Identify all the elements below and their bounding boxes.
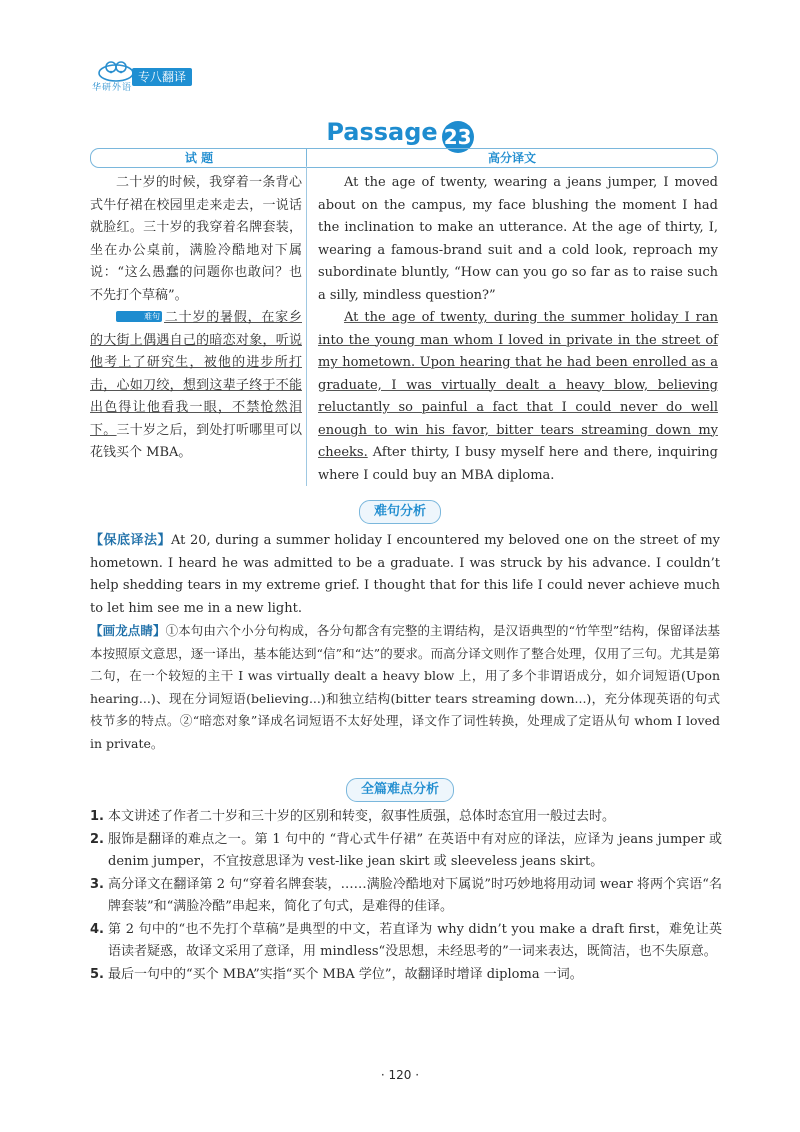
list-item-text: 最后一句中的“买个 MBA”实指“买个 MBA 学位”，故翻译时增译 diploma 一词。 (108, 966, 583, 982)
list-item-number: 2. (90, 831, 104, 847)
key-point-label: 【画龙点睛】 (90, 623, 166, 638)
passage-word: Passage (326, 118, 438, 146)
source-paragraph-2-rest: 三十岁之后，到处打听哪里可以花钱买个 MBA。 (90, 422, 302, 460)
translation-text (318, 172, 718, 487)
full-analysis-section-header (0, 778, 800, 802)
source-column-header: 试 题 (90, 148, 307, 168)
key-point-text: ①本句由六个小分句构成，各分句都含有完整的主谓结构，是汉语典型的“竹竿型”结构，保留译法基本按照原文意思，逐一译出，基本能达到“信”和“达”的要求。而高分译文则作了整合处理，仅用了三句。尤其是第二句，在一个较短的主干 I was virtually dealt a heavy blow 上，用了多个非谓语成分，如介词短语(Upon hearing...)、现在分词短语(believing...)和独立结构(bitter tears streaming down...)，充分体现英语的句式枝节多的特点。②“暗恋对象”译成名词短语不太好处理，译文作了词性转换，处理成了定语从句 whom I loved in private。 (90, 623, 720, 751)
list-item (90, 874, 722, 919)
key-point-note (90, 620, 720, 755)
translation-difficult-sentence: At the age of twenty, during the summer holiday I ran into the young man whom I loved in private in the street of my hometown. Upon hearing that he had been enrolled as a graduate, I was virtually dealt a heavy blow, believing reluctantly so painful a fact that I could never do well enough to win his favor, bitter tears streaming down my cheeks. (318, 310, 718, 460)
safe-translation (90, 530, 720, 620)
source-difficult-sentence: 二十岁的暑假，在家乡的大街上偶遇自己的暗恋对象，听说他考上了研究生，被他的进步所打击，心如刀绞，想到这辈子终于不能出色得让他看我一眼，不禁怆然泪下。 (90, 310, 302, 438)
list-item-text: 第 2 句中的“也不先打个草稿”是典型的中文，若直译为 why didn’t you make a draft first，难免让英语读者疑惑，故译文采用了意译，用 mindless“没思想，未经思考的”一词来表达，既简洁，也不失原意。 (108, 921, 722, 959)
difficult-sentence-badge: 难句 (116, 311, 162, 322)
list-item-text: 服饰是翻译的难点之一。第 1 句中的 “背心式牛仔裙” 在英语中有对应的译法，应译为 jeans jumper 或 denim jumper，不宜按意思译为 vest-like jean skirt 或 sleeveless jeans skirt。 (108, 831, 722, 869)
list-item (90, 964, 722, 987)
source-text (90, 172, 302, 465)
list-item-text: 高分译文在翻译第 2 句“穿着名牌套装，……满脸冷酷地对下属说”时巧妙地将用动词 wear 将两个宾语“名牌套装”和“满脸冷酷”串起来，简化了句式，是难得的佳译。 (108, 876, 722, 914)
column-divider (306, 166, 307, 486)
translation-paragraph-2-rest: After thirty, I busy myself here and there, inquiring where I could buy an MBA diploma. (318, 445, 718, 483)
list-item-number: 3. (90, 876, 104, 892)
difficult-sentence-analysis (90, 530, 720, 755)
brand-name: 华研外语 (92, 83, 133, 93)
source-paragraph-1: 二十岁的时候，我穿着一条背心式牛仔裙在校园里走来走去，一说话就脸红。三十岁的我穿着名牌套装，坐在办公桌前，满脸冷酷地对下属说：“这么愚蠢的问题你也敢问？也不先打个草稿”。 (90, 175, 302, 303)
full-analysis-title: 全篇难点分析 (346, 778, 454, 802)
list-item (90, 829, 722, 874)
list-item-text: 本文讲述了作者二十岁和三十岁的区别和转变，叙事性质强，总体时态宜用一般过去时。 (108, 809, 616, 824)
translation-paragraph-2 (318, 307, 718, 487)
safe-translation-text: At 20, during a summer holiday I encountered my beloved one on the street of my hometown. I heard he was admitted to be a graduate. I was struck by his advance. I couldn’t help shedding tears in my extreme grief. I thought that for this life I could never achieve much to let him see me in a new light. (90, 533, 720, 616)
book-tag: 专八翻译 (132, 68, 192, 86)
translation-paragraph-1: At the age of twenty, wearing a jeans jumper, I moved about on the campus, my face blushing the moment I had the inclination to make an utterance. At the age of thirty, I, wearing a famous-brand suit and a cold look, reproach my subordinate bluntly, “How can you go so far as to raise such a silly, mindless question?” (318, 175, 718, 303)
list-item (90, 806, 722, 829)
page-number: · 120 · (380, 1068, 420, 1082)
list-item-number: 1. (90, 809, 104, 824)
difficult-sentence-title: 难句分析 (359, 500, 441, 524)
cloud-logo-icon (96, 60, 136, 82)
list-item-number: 5. (90, 966, 104, 982)
list-item-number: 4. (90, 921, 104, 937)
source-paragraph-2 (90, 307, 302, 465)
full-analysis-list (90, 806, 722, 986)
translation-column-header: 高分译文 (306, 148, 718, 168)
safe-translation-label: 【保底译法】 (90, 533, 171, 548)
passage-number: 23 (442, 121, 474, 153)
list-item (90, 919, 722, 964)
difficult-sentence-section-header (0, 500, 800, 524)
